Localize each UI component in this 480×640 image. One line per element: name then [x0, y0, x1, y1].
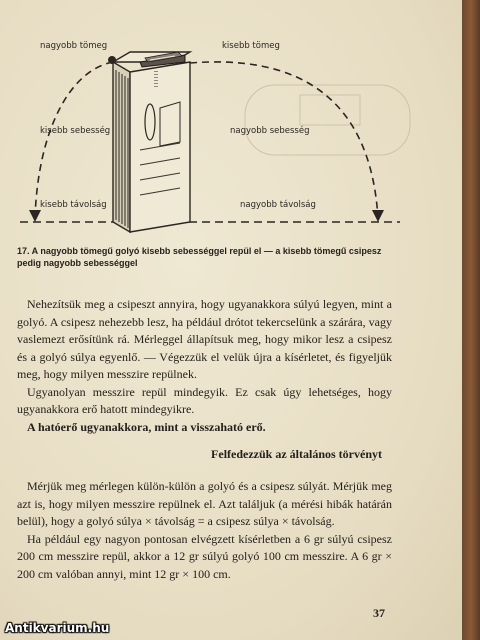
paragraph: Ha például egy nagyon pontosan elvégzett kísérletben a 6 gr súlyú csipesz 200 cm messzire repül, akkor a 12 gr súlyú golyó 100 cm messzire. A 6 gr × 200 cm valóban annyi, mint 12 gr × 100 cm. — [17, 531, 392, 581]
label-long-distance: nagyobb távolság — [240, 200, 316, 210]
section-heading: Felfedezzük az általános törvényt — [211, 447, 382, 461]
paragraph: Nehezítsük meg a csipeszt annyira, hogy ugyanakkora súlyú legyen, mint a golyó. A csipesz nehezebb lesz, ha például drótot tekercselünk a szárára, vagy vaslemezt erősítünk rá. Mérleggel állapítsuk meg, hogy mikor lesz a csipesz és a golyó súlya egyenlő. — Végezzük el velük újra a kísérletet, és figyeljük meg, hogy milyen messzire repülnek. — [17, 297, 392, 381]
page-number: 37 — [373, 606, 385, 620]
arrow-right — [372, 210, 384, 222]
body-text-top — [17, 296, 392, 436]
book-spine-edge — [462, 0, 480, 640]
label-high-speed: nagyobb sebesség — [230, 126, 310, 136]
trajectory-left — [35, 62, 113, 218]
label-light-mass: kisebb tömeg — [222, 41, 280, 51]
label-low-speed: kisebb sebesség — [40, 126, 111, 136]
label-short-distance: kisebb távolság — [40, 200, 107, 210]
label-heavy-mass: nagyobb tömeg — [40, 41, 108, 51]
body-text-bottom — [17, 478, 392, 583]
watermark: Antikvarium.hu — [5, 621, 110, 635]
matchbox — [113, 52, 190, 232]
ball — [108, 56, 116, 64]
paragraph: Ugyanolyan messzire repül mindegyik. Ez csak úgy lehetséges, hogy ugyanakkora erő hatott mindegyikre. — [17, 384, 392, 416]
arrow-left — [29, 210, 41, 222]
paragraph: Mérjük meg mérlegen külön-külön a golyó és a csipesz súlyát. Mérjük meg azt is, hogy milyen messzire repülnek el. Azt találjuk (a mérési hibák határán belül), hogy a golyó súlya × távolság = a csipesz súlya × távolság. — [17, 479, 392, 528]
svg-text:ǀǀǀǀǀǀ: ǀǀǀǀǀǀ — [154, 69, 160, 88]
paragraph-emphasis: A hatóerő ugyanakkora, mint a visszaható erő. — [27, 419, 266, 434]
figure-caption: 17. A nagyobb tömegű golyó kisebb sebességgel repül el — a kisebb tömegű csipesz pedig nagyobb sebességgel — [17, 246, 382, 268]
